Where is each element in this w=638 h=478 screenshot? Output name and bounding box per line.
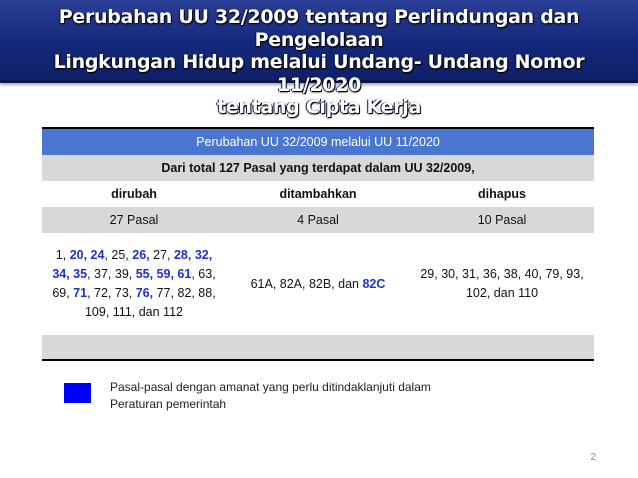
pasal-text: , 63, 69, bbox=[52, 267, 216, 300]
count-dirubah: 27 Pasal bbox=[42, 207, 226, 233]
total-pasal-text: Dari total 127 Pasal yang terdapat dalam UU 32/2009, bbox=[42, 155, 594, 181]
pasal-highlighted: 82C bbox=[362, 276, 386, 291]
slide-title-line-2: Lingkungan Hidup melalui Undang- Undang Nomor 11/2020 bbox=[53, 51, 585, 96]
title-bar bbox=[0, 0, 638, 118]
slide-title-line-3: tentang Cipta Kerja bbox=[217, 96, 421, 118]
count-dihapus: 10 Pasal bbox=[410, 207, 594, 233]
list-ditambahkan bbox=[226, 233, 410, 335]
empty-row bbox=[42, 335, 594, 360]
list-dihapus bbox=[410, 233, 594, 335]
pasal-text: , 37, 39, bbox=[87, 267, 136, 281]
pasal-highlighted: 55, 59, 61 bbox=[135, 267, 192, 281]
pasal-highlighted: 28, 32, 34, 35 bbox=[52, 248, 213, 281]
column-header-dirubah: dirubah bbox=[42, 181, 226, 207]
list-dirubah bbox=[42, 233, 226, 335]
count-ditambahkan: 4 Pasal bbox=[226, 207, 410, 233]
lists-row bbox=[42, 233, 594, 335]
slide-title bbox=[10, 6, 628, 119]
pasal-text: , 25, bbox=[104, 248, 133, 262]
pasal-text: , 72, 73, bbox=[87, 286, 136, 300]
empty-cell bbox=[42, 335, 594, 360]
list-dirubah-text bbox=[42, 246, 226, 322]
legend-swatch bbox=[64, 383, 91, 403]
table-total-row bbox=[42, 155, 594, 181]
counts-row bbox=[42, 207, 594, 233]
column-headers-row bbox=[42, 181, 594, 207]
pasal-highlighted: 20, 24 bbox=[69, 248, 105, 262]
pasal-highlighted: 26, bbox=[132, 248, 150, 262]
slide-title-line-1: Perubahan UU 32/2009 tentang Perlindungan dan Pengelolaan bbox=[58, 6, 580, 51]
list-ditambahkan-text bbox=[226, 275, 410, 294]
legend-text: Pasal-pasal dengan amanat yang perlu ditindaklanjuti dalam Peraturan pemerintah bbox=[110, 380, 431, 411]
pasal-text: 77, 82, 88, 109, 111, dan 112 bbox=[84, 286, 216, 319]
column-header-ditambahkan: ditambahkan bbox=[226, 181, 410, 207]
pasal-text: 61A, 82A, 82B, dan bbox=[250, 276, 363, 291]
changes-table bbox=[42, 127, 594, 361]
pasal-text: 1, bbox=[55, 248, 70, 262]
page-number: 2 bbox=[590, 452, 596, 463]
pasal-text: 27, bbox=[149, 248, 174, 262]
pasal-text: 29, 30, 31, 36, 38, 40, 79, 93, 102, dan 110 bbox=[420, 267, 584, 300]
table-header-row bbox=[42, 128, 594, 155]
column-header-dihapus: dihapus bbox=[410, 181, 594, 207]
pasal-highlighted: 76, bbox=[135, 286, 154, 300]
pasal-highlighted: 71 bbox=[73, 286, 88, 300]
table-header: Perubahan UU 32/2009 melalui UU 11/2020 bbox=[42, 128, 594, 155]
list-dihapus-text bbox=[410, 265, 594, 303]
